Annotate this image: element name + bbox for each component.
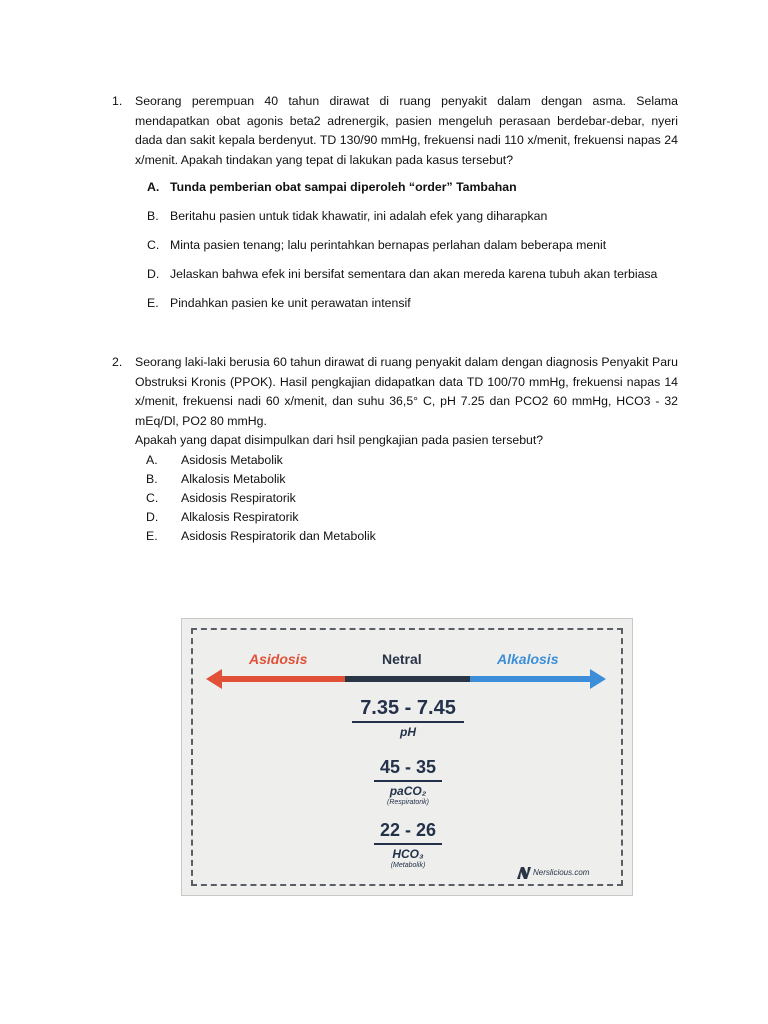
range-subtitle: (Respiratorik) [386,799,429,806]
range-name: pH [400,725,416,739]
question-prompt: Apakah yang dapat disimpulkan dari hsil pengkajian pada pasien tersebut? [135,433,544,447]
nerslicious-logo-icon [517,867,531,879]
option-letter: B. [146,471,158,486]
option-letter: A. [147,180,160,194]
neutral-bar [345,676,470,682]
option-text: Beritahu pasien untuk tidak khawatir, ini adalah efek yang diharapkan [170,209,548,223]
option-letter: E. [147,296,159,310]
alkalosis-arrowhead [590,669,606,689]
question-number: 2. [112,355,123,369]
option-text: Asidosis Metabolik [181,452,283,467]
option-letter: B. [147,209,159,223]
range-ph [318,697,498,739]
range-value: 7.35 - 7.45 [360,697,456,719]
range-subtitle: (Metabolik) [390,862,426,869]
option-letter: A. [146,452,158,467]
option-text: Jelaskan bahwa efek ini bersifat sementara dan akan mereda karena tubuh akan terbiasa [170,267,658,281]
option-text: Alkalosis Respiratorik [181,509,299,524]
range-value: 22 - 26 [379,820,437,840]
option-letter: D. [146,509,159,524]
option-letter: C. [146,490,159,505]
question-stem: Seorang perempuan 40 tahun dirawat di ruang penyakit dalam dengan asma. Selama mendapatkan obat agonis beta2 adrenergik, pasien mengeluh perasaan berdebar-debar, nyeri dada dan sakit kepala berdenyut. TD 130/90 mmHg, frekuensi nadi 110 x/menit, frekuensi napas 24 x/menit. Apakah tindakan yang tepat di lakukan pada kasus tersebut? [135,94,678,167]
acidosis-bar [218,676,345,682]
label-netral: Netral [382,651,422,667]
acidosis-arrowhead [206,669,222,689]
option-text: Asidosis Respiratorik dan Metabolik [181,528,376,543]
option-letter: E. [146,528,158,543]
label-asidosis: Asidosis [249,651,308,667]
question-stem: Seorang laki-laki berusia 60 tahun dirawat di ruang penyakit dalam dengan diagnosis Penyakit Paru Obstruksi Kronis (PPOK). Hasil pengkajian didapatkan data TD 100/70 mmHg, frekuensi napas 14 x/menit, frekuensi nadi 60 x/menit, dan suhu 36,5° C, pH 7.25 dan PCO2 60 mmHg, HCO3 - 32 mEq/Dl, PO2 80 mmHg. [135,355,678,428]
option-letter: D. [147,267,160,281]
option-letter: C. [147,238,160,252]
watermark: Nerslicious.com [533,868,590,877]
range-name: paCO₂ [389,784,427,798]
question-number: 1. [112,94,123,108]
range-divider [352,721,464,723]
range-paco2 [318,756,498,807]
option-text: Asidosis Respiratorik [181,490,296,505]
option-text: Alkalosis Metabolik [181,471,286,486]
range-value: 45 - 35 [379,757,437,777]
range-divider [374,780,442,782]
range-hco3 [318,819,498,870]
alkalosis-bar [470,676,592,682]
option-text: Tunda pemberian obat sampai diperoleh “order” Tambahan [170,180,517,194]
option-text: Pindahkan pasien ke unit perawatan intensif [170,296,411,310]
option-text: Minta pasien tenang; lalu perintahkan bernapas perlahan dalam beberapa menit [170,238,607,252]
range-name: HCO₃ [392,847,424,861]
label-alkalosis: Alkalosis [497,651,559,667]
range-divider [374,843,442,845]
